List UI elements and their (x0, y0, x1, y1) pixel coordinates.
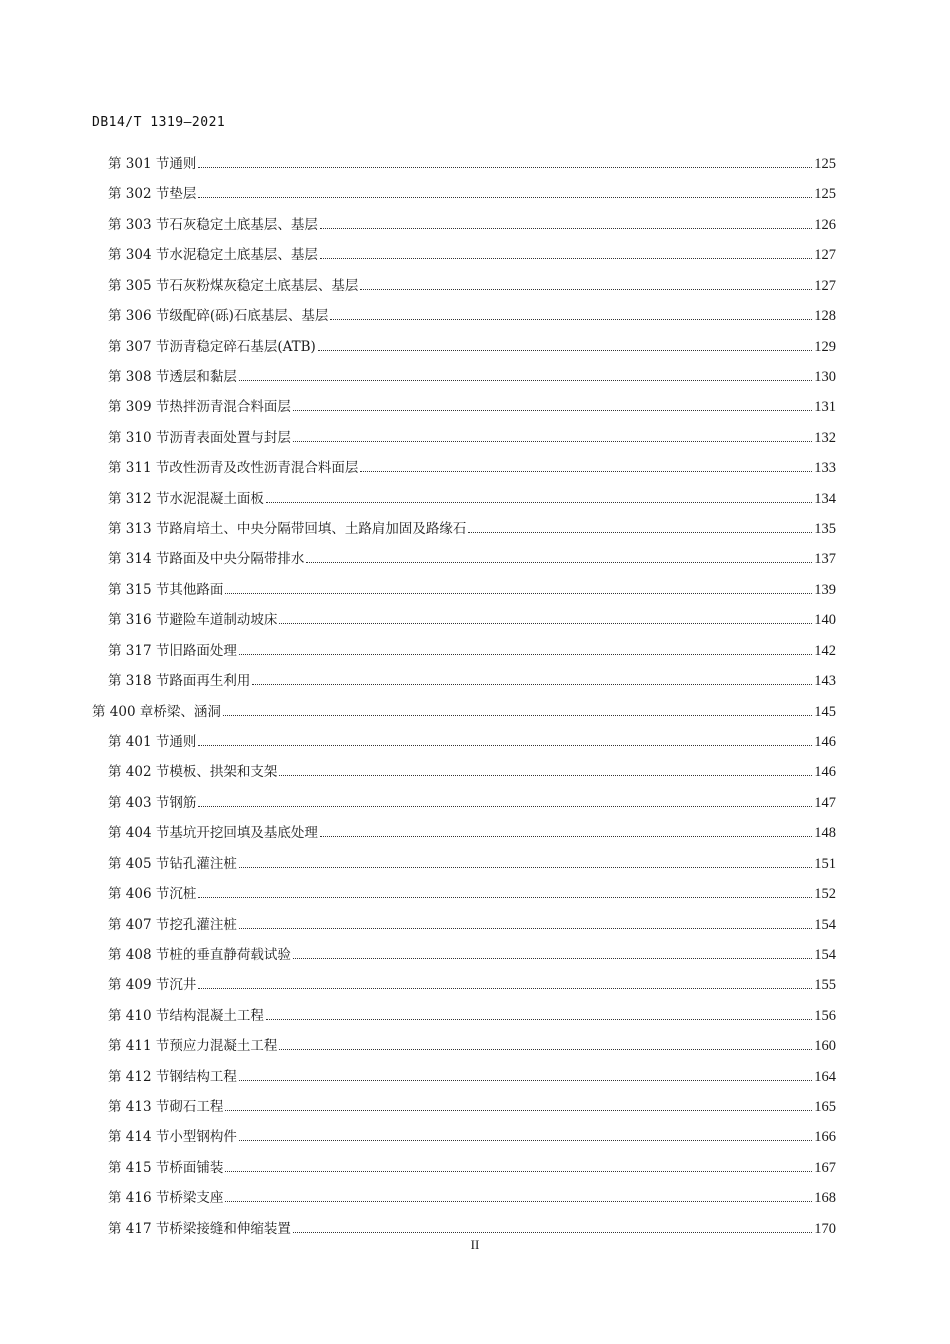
toc-dot-leader (320, 835, 812, 837)
toc-section-entry[interactable] (108, 568, 836, 598)
toc-entry-title: 第 311 节改性沥青及改性沥青混合料面层 (108, 460, 359, 477)
toc-entry-page: 170 (814, 1220, 836, 1237)
toc-section-entry[interactable] (108, 1176, 836, 1206)
toc-entry-title: 第 406 节沉桩 (108, 886, 197, 903)
toc-entry-page: 137 (814, 551, 836, 568)
toc-dot-leader (225, 592, 812, 594)
toc-entry-title: 第 307 节沥青稳定碎石基层(ATB) (108, 338, 316, 355)
toc-entry-title: 第 301 节通则 (108, 156, 197, 172)
toc-entry-title: 第 306 节级配碎(砾)石底基层、基层 (108, 308, 329, 325)
toc-dot-leader (293, 957, 812, 959)
toc-entry-page: 148 (814, 825, 836, 842)
toc-section-entry[interactable] (108, 446, 836, 476)
toc-entry-title: 第 415 节桥面铺装 (108, 1159, 224, 1176)
toc-entry-page: 156 (814, 1007, 836, 1024)
toc-entry-title: 第 403 节钢筋 (108, 794, 197, 811)
toc-entry-title: 第 402 节模板、拱架和支架 (108, 764, 278, 781)
toc-entry-title: 第 308 节透层和黏层 (108, 368, 237, 385)
toc-entry-title: 第 411 节预应力混凝土工程 (108, 1038, 278, 1055)
toc-section-entry[interactable] (108, 842, 836, 872)
toc-entry-page: 129 (814, 338, 836, 355)
toc-entry-title: 第 400 章桥梁、涵洞 (92, 703, 221, 720)
toc-section-entry[interactable] (108, 659, 836, 689)
toc-dot-leader (279, 622, 812, 624)
toc-entry-page: 142 (814, 642, 836, 659)
toc-section-entry[interactable] (108, 963, 836, 993)
toc-dot-leader (225, 1200, 812, 1202)
toc-dot-leader (198, 987, 812, 989)
toc-entry-page: 133 (814, 460, 836, 477)
toc-entry-title: 第 314 节路面及中央分隔带排水 (108, 551, 305, 568)
toc-entry-title: 第 405 节钻孔灌注桩 (108, 855, 237, 872)
toc-entry-page: 127 (814, 247, 836, 264)
toc-entry-title: 第 408 节桩的垂直静荷载试验 (108, 946, 291, 963)
toc-section-entry[interactable] (108, 416, 836, 446)
toc-entry-title: 第 414 节小型钢构件 (108, 1129, 237, 1146)
toc-entry-title: 第 412 节钢结构工程 (108, 1068, 237, 1085)
toc-entry-title: 第 310 节沥青表面处置与封层 (108, 429, 291, 446)
toc-dot-leader (318, 349, 812, 351)
toc-section-entry[interactable] (108, 142, 836, 172)
toc-entry-title: 第 313 节路肩培土、中央分隔带回填、土路肩加固及路缘石 (108, 521, 467, 538)
toc-entry-title: 第 309 节热拌沥青混合料面层 (108, 399, 291, 416)
toc-dot-leader (330, 318, 812, 320)
toc-dot-leader (239, 379, 812, 381)
toc-entry-page: 140 (814, 612, 836, 629)
toc-entry-title: 第 409 节沉井 (108, 977, 197, 994)
toc-entry-page: 155 (814, 977, 836, 994)
toc-entry-page: 131 (814, 399, 836, 416)
toc-section-entry[interactable] (108, 385, 836, 415)
toc-dot-leader (279, 1048, 812, 1050)
toc-dot-leader (239, 927, 812, 929)
toc-dot-leader (252, 683, 812, 685)
toc-entry-title: 第 404 节基坑开挖回填及基底处理 (108, 825, 318, 842)
toc-dot-leader (198, 196, 812, 198)
toc-dot-leader (239, 866, 812, 868)
toc-entry-title: 第 413 节砌石工程 (108, 1099, 224, 1116)
toc-entry-title: 第 318 节路面再生利用 (108, 673, 251, 690)
toc-section-entry[interactable] (108, 1146, 836, 1176)
toc-entry-page: 127 (814, 277, 836, 294)
toc-entry-page: 160 (814, 1038, 836, 1055)
toc-section-entry[interactable] (108, 1207, 836, 1237)
toc-dot-leader (293, 1231, 812, 1233)
toc-entry-page: 168 (814, 1190, 836, 1207)
toc-entry-title: 第 302 节垫层 (108, 186, 197, 203)
toc-entry-page: 135 (814, 521, 836, 538)
toc-section-entry[interactable] (108, 903, 836, 933)
toc-entry-title: 第 410 节结构混凝土工程 (108, 1007, 264, 1024)
toc-entry-page: 145 (814, 703, 836, 720)
toc-section-entry[interactable] (108, 933, 836, 963)
toc-entry-page: 165 (814, 1099, 836, 1116)
toc-section-entry[interactable] (108, 355, 836, 385)
toc-entry-page: 166 (814, 1129, 836, 1146)
toc-section-entry[interactable] (108, 720, 836, 750)
toc-section-entry[interactable] (108, 598, 836, 628)
toc-section-entry[interactable] (108, 750, 836, 780)
toc-entry-page: 125 (814, 156, 836, 172)
document-header-code: DB14/T 1319—2021 (92, 115, 226, 130)
toc-section-entry[interactable] (108, 203, 836, 233)
toc-dot-leader (293, 440, 812, 442)
toc-dot-leader (320, 257, 812, 259)
toc-entry-page: 164 (814, 1068, 836, 1085)
toc-dot-leader (360, 470, 812, 472)
toc-dot-leader (266, 1018, 812, 1020)
toc-entry-page: 147 (814, 794, 836, 811)
toc-entry-title: 第 316 节避险车道制动坡床 (108, 612, 278, 629)
toc-dot-leader (468, 531, 812, 533)
toc-dot-leader (225, 1170, 812, 1172)
toc-entry-title: 第 317 节旧路面处理 (108, 642, 237, 659)
toc-entry-page: 132 (814, 429, 836, 446)
toc-dot-leader (198, 744, 812, 746)
toc-dot-leader (239, 1079, 812, 1081)
toc-entry-page: 151 (814, 855, 836, 872)
toc-entry-page: 130 (814, 368, 836, 385)
page-number: II (470, 1237, 480, 1252)
toc-dot-leader (360, 288, 812, 290)
toc-dot-leader (239, 653, 812, 655)
toc-section-entry[interactable] (108, 507, 836, 537)
toc-entry-page: 143 (814, 673, 836, 690)
toc-entry-page: 126 (814, 216, 836, 233)
toc-section-entry[interactable] (108, 1085, 836, 1115)
toc-entry-title: 第 303 节石灰稳定土底基层、基层 (108, 216, 318, 233)
toc-entry-page: 167 (814, 1159, 836, 1176)
toc-dot-leader (223, 714, 812, 716)
toc-entry-title: 第 315 节其他路面 (108, 581, 224, 598)
toc-section-entry[interactable] (108, 537, 836, 567)
toc-entry-title: 第 304 节水泥稳定土底基层、基层 (108, 247, 318, 264)
toc-entry-page: 154 (814, 916, 836, 933)
toc-entry-page: 146 (814, 764, 836, 781)
toc-section-entry[interactable] (108, 1055, 836, 1085)
toc-entry-title: 第 407 节挖孔灌注桩 (108, 916, 237, 933)
toc-dot-leader (306, 561, 812, 563)
toc-entry-page: 134 (814, 490, 836, 507)
toc-dot-leader (320, 227, 812, 229)
toc-dot-leader (198, 166, 812, 168)
toc-entry-page: 139 (814, 581, 836, 598)
toc-section-entry[interactable] (108, 233, 836, 263)
toc-entry-title: 第 401 节通则 (108, 733, 197, 750)
toc-dot-leader (266, 501, 812, 503)
toc-dot-leader (225, 1109, 812, 1111)
toc-entry-title: 第 416 节桥梁支座 (108, 1190, 224, 1207)
toc-dot-leader (239, 1139, 812, 1141)
toc-chapter-entry[interactable] (92, 690, 836, 720)
toc-section-entry[interactable] (108, 811, 836, 841)
toc-entry-page: 125 (814, 186, 836, 203)
toc-section-entry[interactable] (108, 872, 836, 902)
toc-section-entry[interactable] (108, 994, 836, 1024)
toc-section-entry[interactable] (108, 477, 836, 507)
toc-section-entry[interactable] (108, 294, 836, 324)
toc-section-entry[interactable] (108, 1115, 836, 1145)
toc-entry-page: 128 (814, 308, 836, 325)
toc-section-entry[interactable] (108, 264, 836, 294)
toc-section-entry[interactable] (108, 1024, 836, 1054)
toc-dot-leader (198, 896, 812, 898)
toc-dot-leader (198, 805, 812, 807)
toc-section-entry[interactable] (108, 629, 836, 659)
toc-entry-page: 154 (814, 946, 836, 963)
toc-section-entry[interactable] (108, 781, 836, 811)
toc-entry-title: 第 305 节石灰粉煤灰稳定土底基层、基层 (108, 277, 359, 294)
toc-section-entry[interactable] (108, 325, 836, 355)
toc-dot-leader (279, 774, 812, 776)
toc-section-entry[interactable] (108, 172, 836, 202)
toc-entry-title: 第 417 节桥梁接缝和伸缩装置 (108, 1220, 291, 1237)
toc-entry-title: 第 312 节水泥混凝土面板 (108, 490, 264, 507)
toc-entry-page: 152 (814, 886, 836, 903)
toc-dot-leader (293, 409, 812, 411)
toc-entry-page: 146 (814, 733, 836, 750)
